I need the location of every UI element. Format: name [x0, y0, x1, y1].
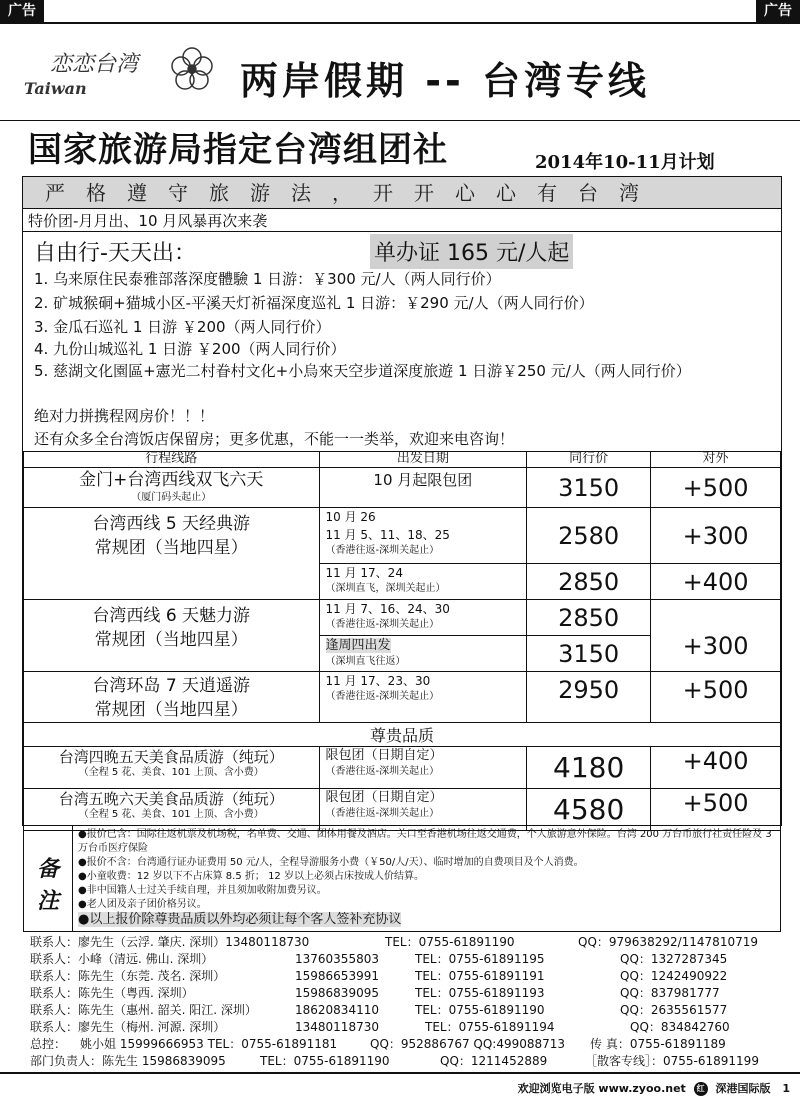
remarks-list — [78, 828, 778, 928]
route-dates: 10 月起限包团 — [319, 468, 527, 508]
route-price: 2850 — [527, 564, 651, 600]
header-route: 行程线路 — [24, 452, 320, 468]
remark-highlight: ●以上报价除尊贵品质以外均必须让每个客人签补充协议 — [78, 912, 402, 927]
dept-qq: QQ：1211452889 — [440, 1054, 548, 1068]
contact-person: 联系人：廖先生（梅州. 河源. 深圳） — [30, 1020, 226, 1034]
contact-qq: QQ：1327287345 — [620, 952, 728, 966]
manager-label: 总控： — [30, 1037, 67, 1051]
contact-row — [30, 934, 790, 951]
free-item: 3. 金瓜石巡礼 1 日游 ￥200（两人同行价） — [34, 318, 331, 336]
contact-person: 联系人：陈先生（东莞. 茂名. 深圳） — [30, 969, 226, 983]
route-sub: （厦门码头起止） — [131, 492, 212, 503]
contact-list — [30, 934, 790, 1070]
table-header-row — [24, 452, 781, 468]
premium-heading: 尊贵品质 — [24, 723, 781, 747]
route-dates: 限包团（日期自定） — [325, 748, 443, 763]
table-row — [24, 672, 781, 723]
route-price: 2580 — [527, 508, 651, 564]
manager-fax: 传 真：0755-61891189 — [590, 1037, 726, 1051]
manager-row — [30, 1036, 790, 1053]
route-note: （香港往返-深圳关起止） — [325, 545, 440, 556]
remarks-box — [23, 826, 781, 932]
contact-qq: QQ：837981777 — [620, 986, 720, 1000]
route-dates: 11 月 17、24 — [325, 566, 403, 580]
free-travel-price: 单办证 165 元/人起 — [370, 234, 573, 269]
contact-row — [30, 1019, 790, 1036]
route-delta: +300 — [651, 600, 781, 672]
contact-mobile: 15986653991 — [295, 969, 379, 983]
contact-person: 联系人：廖先生（云浮. 肇庆. 深圳）13480118730 — [30, 935, 310, 949]
contact-person: 联系人：陈先生（惠州. 韶关. 阳江. 深圳） — [30, 1003, 257, 1017]
route-price: 3150 — [527, 468, 651, 508]
dept-hotline: ［散客专线］：0755-61891199 — [585, 1054, 759, 1068]
top-rule — [0, 22, 800, 24]
route-sub: （全程 5 花、美食、101 上顶、含小费） — [78, 767, 264, 778]
logo-cn: 恋恋台湾 — [50, 52, 139, 77]
route-delta: +500 — [651, 672, 781, 723]
bureau-title: 国家旅游局指定台湾组团社 — [28, 130, 448, 170]
remarks-label: 备注 — [36, 857, 59, 914]
route-price: 4580 — [527, 789, 651, 831]
route-type: 常规团（当地四星） — [94, 538, 248, 558]
contact-person: 联系人：陈先生（粤西. 深圳） — [30, 986, 194, 1000]
flower-icon — [168, 45, 216, 93]
remark-item: ●报价已含：国际往返机票及机场税，名单费、交通、团体用餐及酒店。关口至香港机场往返交通费，个人旅游意外保险。台湾 200 万台币旅行社责任险及 3 万台币医疗保险 — [78, 829, 772, 854]
header-date: 出发日期 — [319, 452, 527, 468]
remark-item: ●老人团及亲子团价格另议。 — [78, 899, 207, 910]
route-dates: 11 月 7、16、24、30 — [325, 602, 450, 616]
route-note: （香港往返-深圳关起止） — [325, 619, 440, 630]
contact-row — [30, 1002, 790, 1019]
contact-tel: TEL：0755-61891193 — [415, 986, 545, 1000]
contact-qq: QQ：2635561577 — [620, 1003, 728, 1017]
divider — [23, 231, 781, 232]
route-delta: +500 — [651, 468, 781, 508]
free-item: 2. 矿城猴硐+猫城小区-平溪天灯祈福深度巡礼 1 日游：￥290 元/人（两人同行价） — [34, 294, 594, 312]
free-item: 1. 乌来原住民泰雅部落深度體驗 1 日游：￥300 元/人（两人同行价） — [34, 270, 501, 288]
dept-head: 部门负责人：陈先生 15986839095 — [30, 1054, 226, 1068]
footer-edition: 深港国际版 — [715, 1082, 771, 1095]
ad-label-left: 广告 — [0, 0, 44, 22]
dept-row — [30, 1053, 790, 1070]
header-retail: 对外 — [651, 452, 781, 468]
route-delta: +300 — [651, 508, 781, 564]
route-note: （香港往返-深圳关起止） — [325, 691, 440, 702]
ad-label-right: 广告 — [756, 0, 800, 22]
route-note: （深圳直飞，深圳关起止） — [325, 583, 446, 594]
special-offer: 特价团-月月出、10 月风暴再次来袭 — [28, 212, 268, 230]
route-delta: +400 — [651, 564, 781, 600]
contact-mobile: 15986839095 — [295, 986, 379, 1000]
route-price: 4180 — [527, 747, 651, 789]
free-item: 5. 慈湖文化園區+憲光二村眷村文化+小烏來天空步道深度旅遊 1 日游￥250 元/人（两人同行价） — [34, 362, 691, 380]
route-delta: +400 — [651, 747, 781, 789]
footer-logo-icon — [694, 1082, 708, 1096]
table-row — [24, 600, 781, 636]
dept-tel: TEL：0755-61891190 — [260, 1054, 390, 1068]
remark-item: ●非中国籍人士过关手续自理，并且须加收附加费另议。 — [78, 885, 327, 896]
contact-tel: TEL：0755-61891195 — [415, 952, 545, 966]
contact-row — [30, 968, 790, 985]
contact-row — [30, 985, 790, 1002]
route-dates: 逢周四出发 — [325, 638, 391, 653]
contact-tel: TEL：0755-61891190 — [415, 1003, 545, 1017]
route-name: 台湾环岛 7 天逍遥游 — [92, 676, 251, 696]
logo — [20, 45, 210, 105]
bottom-rule — [0, 1072, 800, 1074]
route-dates: 10 月 26 — [325, 510, 376, 524]
header-rule — [0, 120, 800, 121]
contact-tel: TEL：0755-61891190 — [385, 935, 515, 949]
footer — [518, 1080, 790, 1096]
free-note-2: 还有众多全台湾饭店保留房；更多优惠，不能一一类举，欢迎来电咨询！ — [34, 430, 515, 448]
route-note: （香港往返-深圳关起止） — [325, 808, 440, 819]
route-dates: 限包团（日期自定） — [325, 790, 443, 805]
route-note: （深圳直飞往返） — [325, 656, 406, 667]
route-delta: +500 — [651, 789, 781, 831]
route-name: 台湾西线 6 天魅力游 — [92, 606, 251, 626]
contact-mobile: 18620834110 — [295, 1003, 379, 1017]
headline: 两岸假期 -- 台湾专线 — [240, 59, 651, 103]
remark-item: ●报价不含：台湾通行证办证费用 50 元/人，全程导游服务小费（￥50/人/天）、临时增加的自费项目及个人消费。 — [78, 857, 584, 868]
route-type: 常规团（当地四星） — [94, 630, 248, 650]
manager-contact: 姚小姐 15999666953 TEL：0755-61891181 — [80, 1037, 338, 1051]
table-row — [24, 789, 781, 831]
contact-mobile: 13760355803 — [295, 952, 379, 966]
contact-tel: TEL：0755-61891191 — [415, 969, 545, 983]
plan-period: 2014年10-11月计划 — [535, 152, 715, 173]
contact-tel: TEL：0755-61891194 — [425, 1020, 555, 1034]
contact-qq: QQ：834842760 — [630, 1020, 730, 1034]
contact-mobile: 13480118730 — [295, 1020, 379, 1034]
footer-welcome: 欢迎浏览电子版 www.zyoo.net — [517, 1082, 686, 1095]
route-note: （香港往返-深圳关起止） — [325, 766, 440, 777]
route-price: 3150 — [527, 636, 651, 672]
header-price: 同行价 — [527, 452, 651, 468]
route-price: 2950 — [527, 672, 651, 723]
slogan-banner: 严格遵守旅游法，开开心心有台湾 — [23, 177, 781, 209]
contact-qq: QQ：979638292/1147810719 — [578, 935, 758, 949]
logo-en: Taiwan — [24, 79, 87, 98]
route-dates: 11 月 17、23、30 — [325, 674, 431, 688]
route-name: 台湾五晚六天美食品质游（纯玩） — [58, 790, 284, 808]
itinerary-table — [23, 451, 781, 831]
contact-row — [30, 951, 790, 968]
remarks-divider — [72, 826, 73, 932]
route-dates: 11 月 5、11、18、25 — [325, 528, 450, 542]
contact-qq: QQ：1242490922 — [620, 969, 728, 983]
route-sub: （全程 5 花、美食、101 上顶、含小费） — [78, 809, 264, 820]
route-price: 2850 — [527, 600, 651, 636]
route-name: 台湾西线 5 天经典游 — [92, 514, 251, 534]
premium-row — [24, 723, 781, 747]
manager-qq: QQ：952886767 QQ:499088713 — [370, 1037, 566, 1051]
remark-item: ●小童收费：12 岁以下不占床算 8.5 折； 12 岁以上必须占床按成人价结算。 — [78, 871, 424, 882]
contact-person: 联系人：小峰（清远. 佛山. 深圳） — [30, 952, 214, 966]
free-item: 4. 九份山城巡礼 1 日游 ￥200（两人同行价） — [34, 340, 346, 358]
free-note-1: 绝对力拼携程网房价！！！ — [34, 407, 215, 425]
table-row — [24, 508, 781, 564]
footer-logo-mark: 红 — [696, 1084, 705, 1093]
route-type: 常规团（当地四星） — [94, 700, 248, 720]
table-row — [24, 468, 781, 508]
route-name: 台湾四晚五天美食品质游（纯玩） — [58, 748, 284, 766]
page-number: 1 — [782, 1082, 790, 1095]
route-name: 金门+台湾西线双飞六天 — [79, 470, 264, 490]
table-row — [24, 747, 781, 789]
free-travel-title: 自由行-天天出： — [34, 241, 196, 266]
